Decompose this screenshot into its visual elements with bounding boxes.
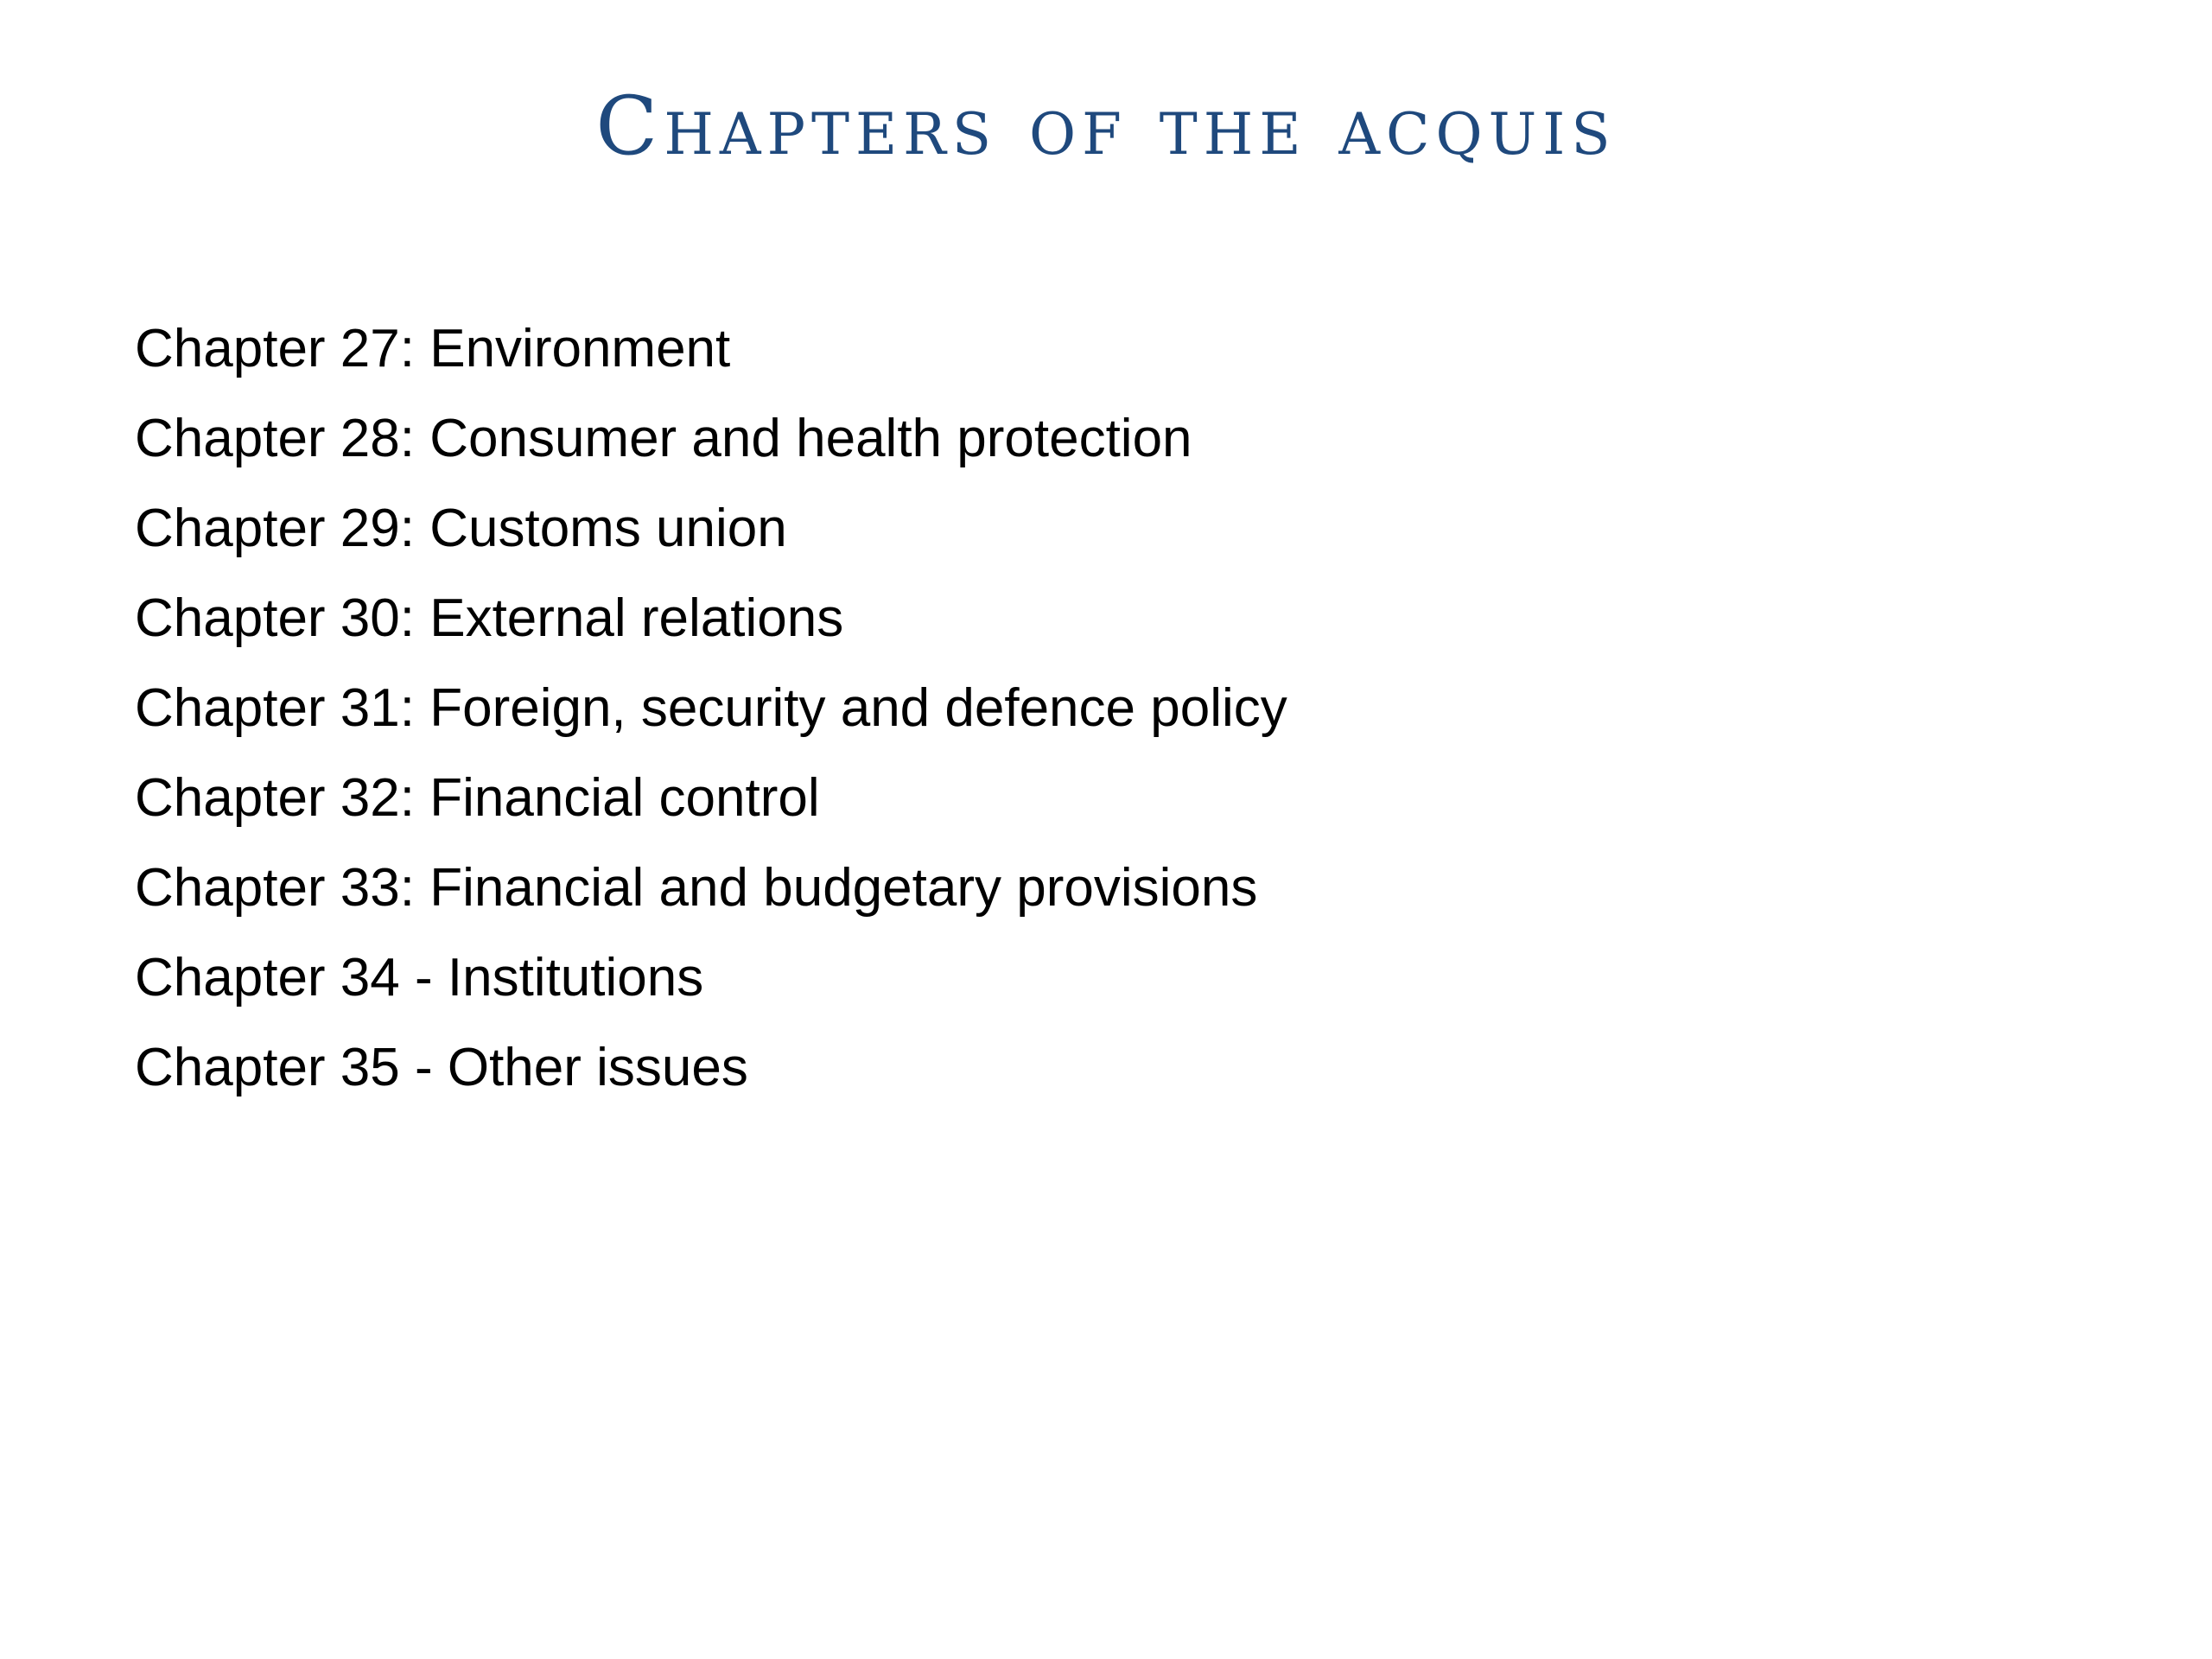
chapter-item-27: Chapter 27: Environment xyxy=(135,319,731,378)
chapter-list xyxy=(135,304,1287,1113)
chapter-item-35: Chapter 35 - Other issues xyxy=(135,1038,748,1097)
chapter-item-33: Chapter 33: Financial and budgetary provisions xyxy=(135,858,1258,918)
chapter-item-34: Chapter 34 - Institutions xyxy=(135,948,704,1007)
slide-title: Chapters of the acquis xyxy=(595,79,1617,174)
chapter-item-28: Chapter 28: Consumer and health protection xyxy=(135,409,1192,468)
chapter-item-31: Chapter 31: Foreign, security and defence policy xyxy=(135,678,1287,738)
chapter-item-29: Chapter 29: Customs union xyxy=(135,499,787,558)
chapter-item-32: Chapter 32: Financial control xyxy=(135,768,820,828)
chapter-item-30: Chapter 30: External relations xyxy=(135,588,844,648)
